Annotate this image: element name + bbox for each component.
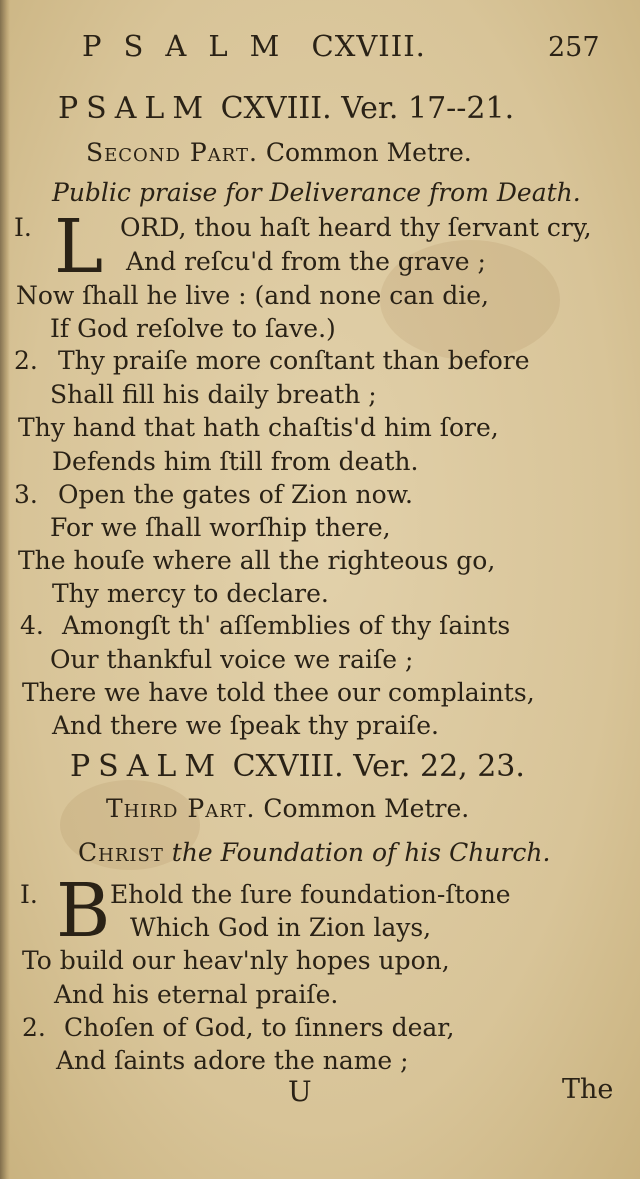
verse-number: 4. (20, 611, 44, 640)
drop-cap: L (54, 204, 104, 290)
verse-line: Ehold the ſure foundation-ſtone (110, 880, 511, 909)
verse-number: 2. (14, 346, 38, 375)
page-number: 257 (548, 32, 600, 63)
running-header (82, 29, 426, 63)
verse-number: 3. (14, 480, 38, 509)
psalm-title-word: PSALM (70, 749, 224, 784)
hymn-subject (78, 840, 550, 865)
part-heading (106, 796, 469, 821)
psalm-title (58, 91, 515, 126)
verse-line: To build our heav'nly hopes upon, (22, 946, 450, 975)
subject-text: the Foundation of his Church. (171, 838, 551, 867)
part-heading (86, 140, 472, 165)
verse-line: Amongſt th' aſſemblies of thy ſaints (62, 611, 511, 640)
running-number: CXVIII. (311, 29, 426, 63)
signature-mark: U (288, 1075, 312, 1108)
metre-label: Common Metre. (265, 138, 472, 167)
verse-number: 2. (22, 1013, 46, 1042)
verse-line: And his eternal praiſe. (54, 980, 339, 1009)
part-label: Second Part. (86, 138, 258, 167)
verse-line: If God reſolve to ſave.) (50, 314, 336, 343)
subject-name: Christ (78, 838, 164, 867)
psalm-title-word: PSALM (58, 91, 212, 126)
verse-number: I. (20, 880, 38, 909)
verse-number: I. (14, 213, 32, 242)
part-label: Third Part. (106, 794, 256, 823)
verse-line: Thy hand that hath chaſtis'd him ſore, (18, 413, 499, 442)
verse-line: And there we ſpeak thy praiſe. (52, 711, 439, 740)
verse-line: Now ſhall he live : (and none can die, (16, 281, 489, 310)
verse-line: For we ſhall worſhip there, (50, 513, 391, 542)
verse-line: Which God in Zion lays, (130, 913, 432, 942)
psalm-title (70, 749, 525, 784)
verse-line: The houſe where all the righteous go, (18, 546, 496, 575)
verse-line: Open the gates of Zion now. (58, 480, 414, 509)
psalm-title-verses: CXVIII. Ver. 17--21. (220, 91, 515, 126)
running-title: PSALM (82, 29, 302, 63)
verse-line: Thy mercy to declare. (52, 579, 329, 608)
verse-line: Defends him ſtill from death. (52, 447, 419, 476)
hymn-subject: Public praise for Deliverance from Death. (52, 178, 581, 207)
verse-line: And ſaints adore the name ; (56, 1046, 409, 1075)
psalm-title-verses: CXVIII. Ver. 22, 23. (232, 749, 525, 784)
metre-label: Common Metre. (263, 794, 470, 823)
verse-line: And reſcu'd from the grave ; (126, 247, 486, 276)
drop-cap: B (56, 868, 111, 954)
verse-line: There we have told thee our complaints, (22, 678, 535, 707)
verse-line: Choſen of God, to ſinners dear, (64, 1013, 455, 1042)
verse-line: ORD, thou haſt heard thy ſervant cry, (120, 213, 592, 242)
verse-line: Shall fill his daily breath ; (50, 380, 377, 409)
verse-line: Our thankful voice we raiſe ; (50, 645, 414, 674)
catchword: The (562, 1074, 614, 1105)
verse-line: Thy praiſe more conſtant than before (58, 346, 530, 375)
page-gutter-shadow (0, 0, 10, 1179)
